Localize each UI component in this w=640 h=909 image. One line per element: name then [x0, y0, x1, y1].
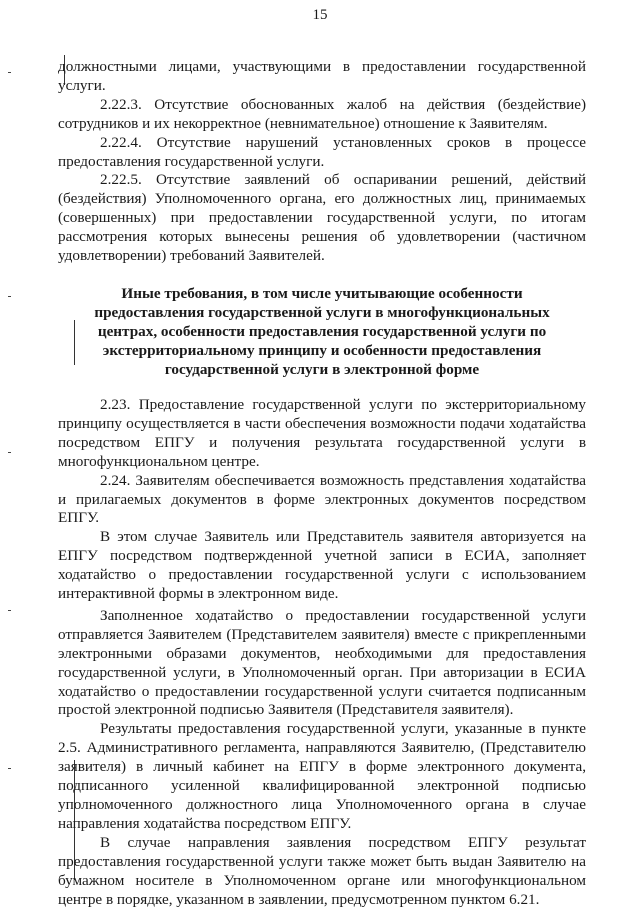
- scan-dot-mark: [8, 296, 11, 297]
- paragraph: Заполненное ходатайство о предоставлении государственной услуги отправляется Заявителем (Представителем заявителя) вместе с прикрепленными электронными образами документов, необходимыми для предоставления государственной услуги, в Уполномоченный орган. При авторизации в ЕСИА ходатайство о предоставлении государственной услуги считается подписанным простой электронной подписью Заявителя (Представителя заявителя).: [58, 606, 586, 719]
- paragraph: В случае направления заявления посредством ЕПГУ результат предоставления государственной услуги также может быть выдан Заявителю на бумажном носителе в Уполномоченном органе или многофункциональном центре в порядке, указанном в заявлении, предусмотренном пунктом 6.21.: [58, 833, 586, 908]
- scan-dot-mark: [8, 610, 11, 611]
- paragraph-2-23: 2.23. Предоставление государственной услуги по экстерриториальному принципу осуществляется в части обеспечения возможности подачи ходатайства посредством ЕПГУ и получения результата государственной услуги в многофункциональном центре.: [58, 395, 586, 470]
- page-number: 15: [312, 7, 328, 23]
- paragraph-2-22-5: 2.22.5. Отсутствие заявлений об оспаривании решений, действий (бездействия) Уполномоченного органа, его должностных лиц, принимаемых (совершенных) при предоставлении государственной услуги, по итогам рассмотрения которых вынесены решения об удовлетворении (частичном удовлетворении) требований Заявителей.: [58, 171, 586, 265]
- paragraph: В этом случае Заявитель или Представитель заявителя авторизуется на ЕПГУ посредством подтвержденной учетной записи в ЕСИА, заполняет ходатайство о предоставлении государственной услуги с использованием интерактивной формы в электронном виде.: [58, 528, 586, 603]
- paragraph: Результаты предоставления государственной услуги, указанные в пункте 2.5. Административного регламента, направляются Заявителю, (Представителю заявителя) в личный кабинет на ЕПГУ в форме электронного документа, подписанного усиленной квалифицированной электронной подписью уполномоченного должностного лица Уполномоченного органа в случае направления ходатайства посредством ЕПГУ.: [58, 720, 586, 832]
- paragraph: должностными лицами, участвующими в предоставлении государственной услуги.: [58, 58, 586, 94]
- scan-dot-mark: [8, 768, 11, 769]
- document-body: [58, 58, 586, 909]
- paragraph-2-24: 2.24. Заявителям обеспечивается возможность представления ходатайства и прилагаемых документов в форме электронных документов посредством ЕПГУ.: [58, 471, 586, 527]
- scan-dot-mark: [8, 452, 11, 453]
- paragraph-2-22-4: 2.22.4. Отсутствие нарушений установленных сроков в процессе предоставления государственной услуги.: [58, 133, 586, 170]
- paragraph-2-22-3: 2.22.3. Отсутствие обоснованных жалоб на действия (бездействие) сотрудников и их некорректное (невнимательное) отношение к Заявителям.: [58, 95, 586, 132]
- section-heading: Иные требования, в том числе учитывающие особенности предоставления государственной услуги в многофункциональных центрах, особенности предоставления государственной услуги по экстерриториальному принципу и особенности предоставления государственной услуги в электронной форме: [94, 284, 550, 378]
- scan-dot-mark: [8, 72, 11, 73]
